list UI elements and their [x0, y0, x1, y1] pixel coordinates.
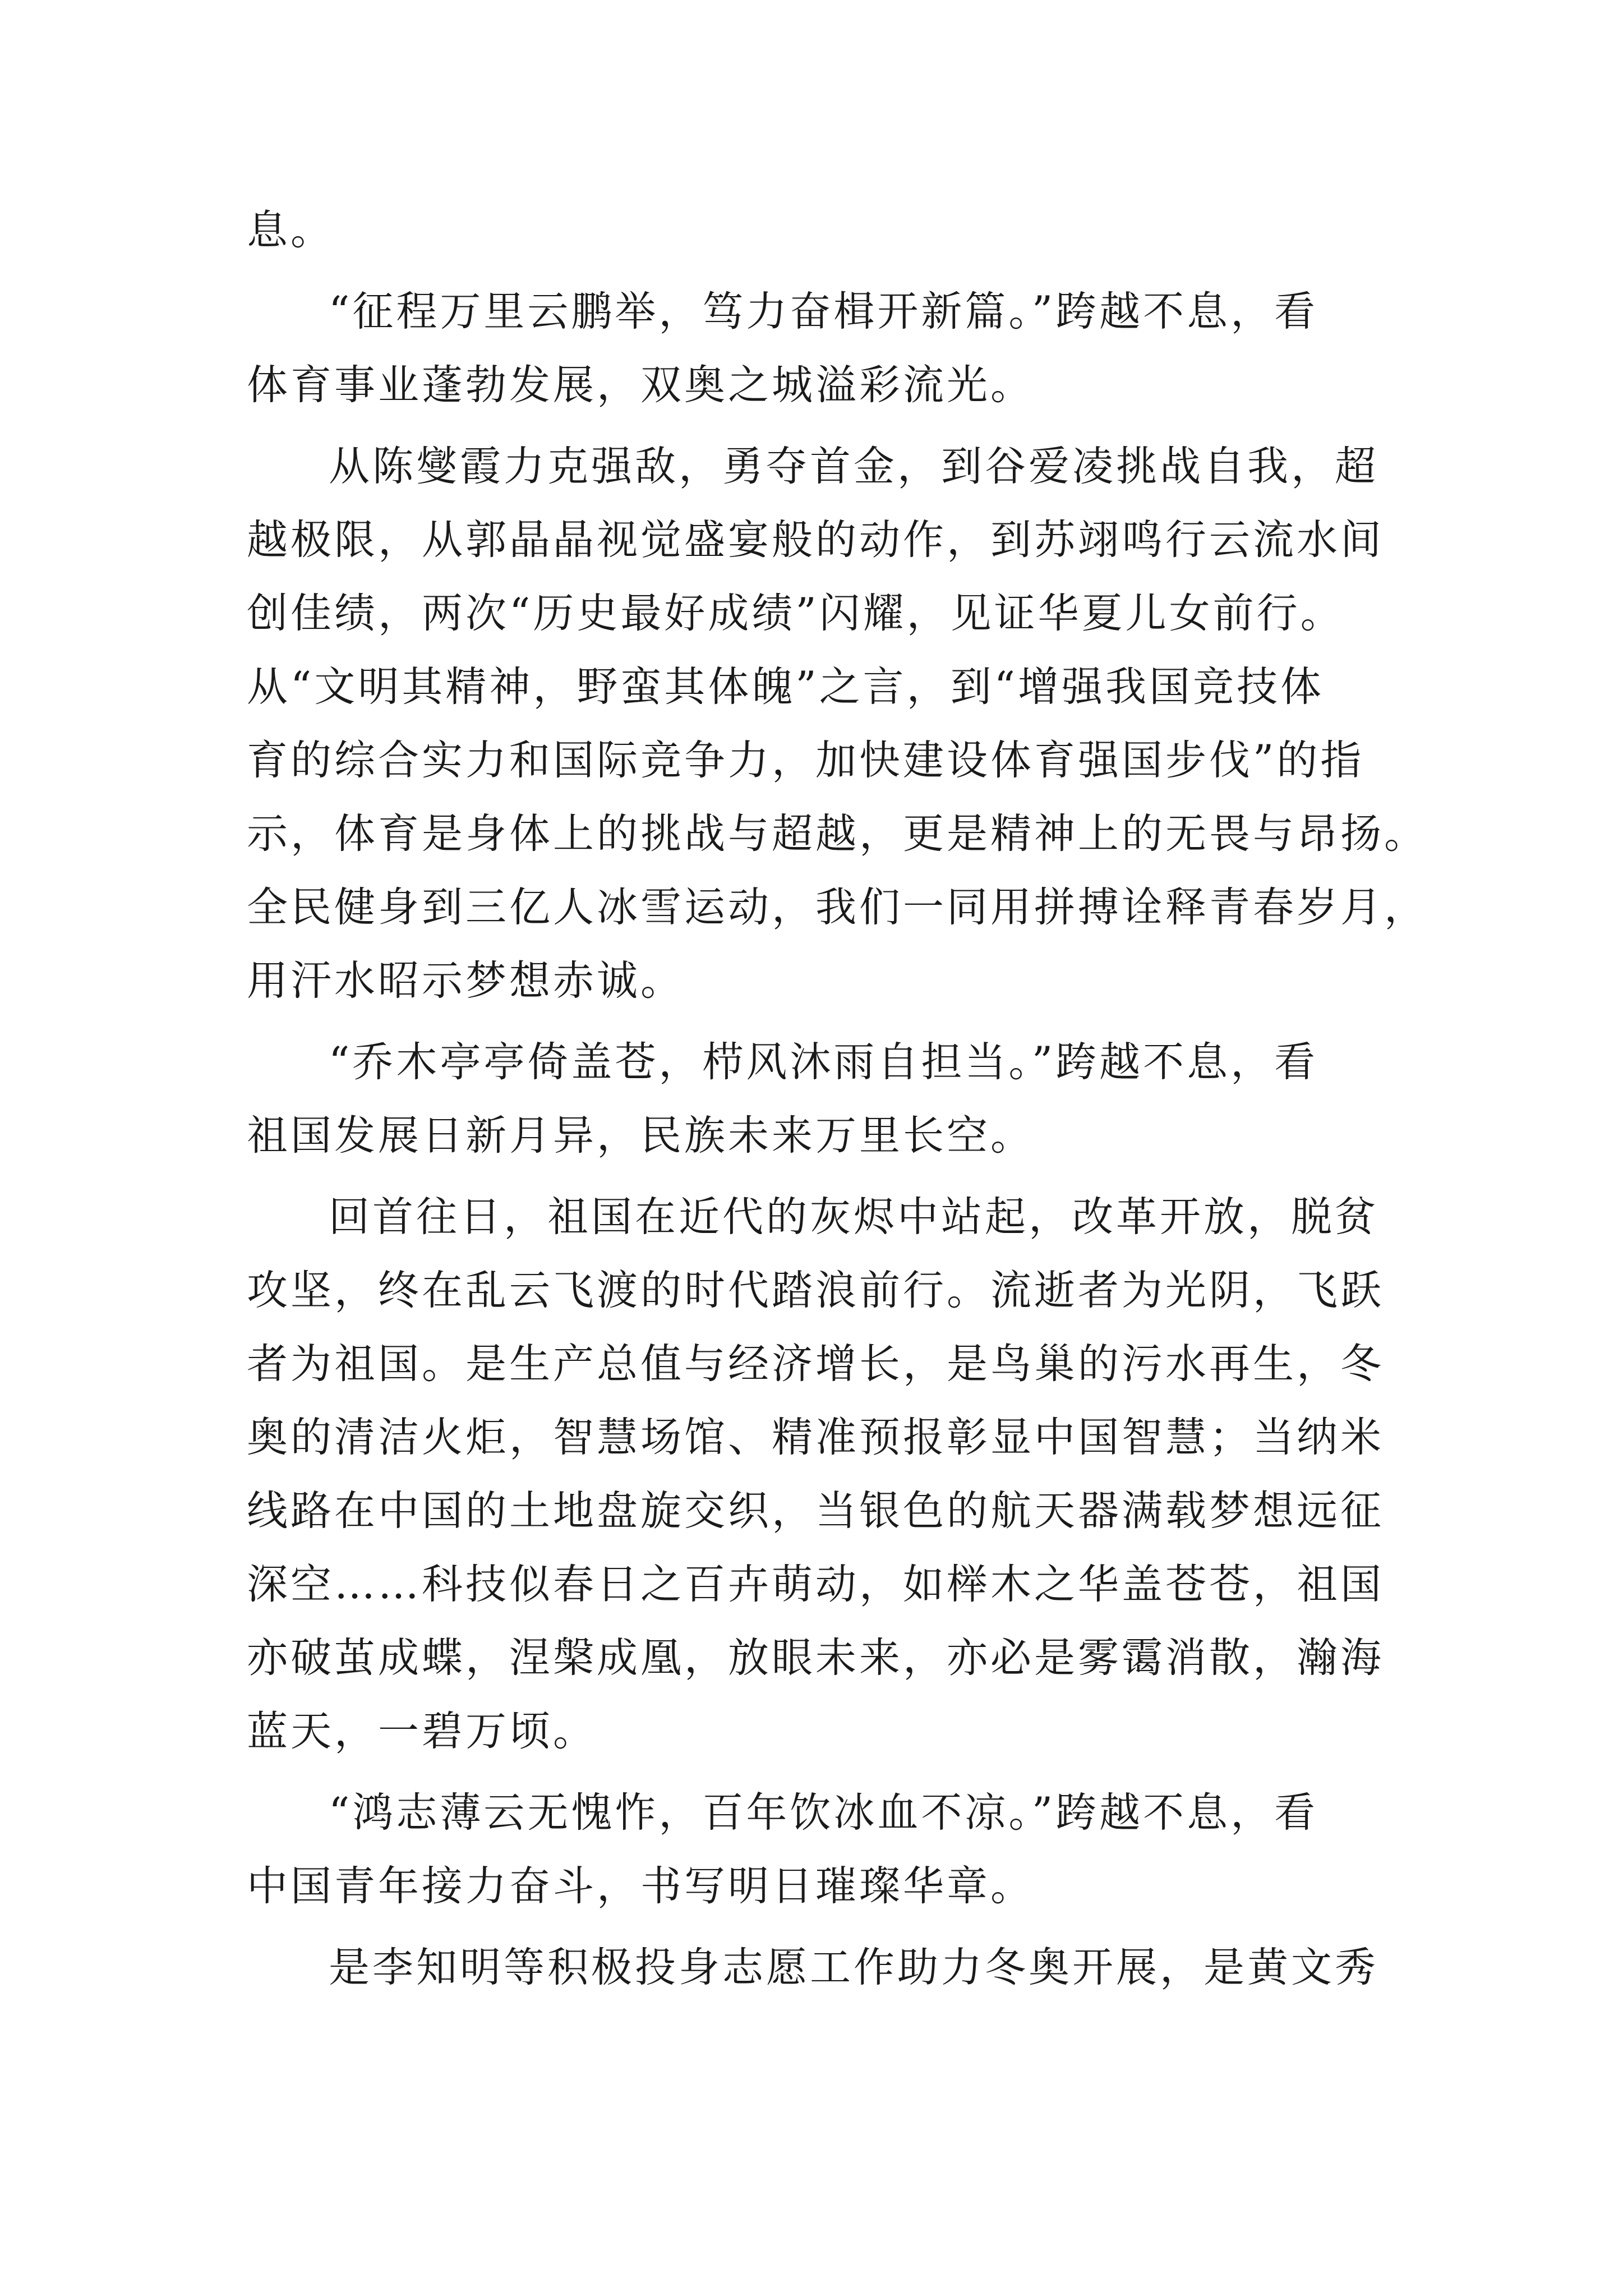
text-line: 中国青年接力奋斗，书写明日璀璨华章。	[247, 1862, 1034, 1910]
text-line: 从“文明其精神，野蛮其体魄”之言，到“增强我国竞技体	[247, 663, 1324, 711]
text-line: 奥的清洁火炬，智慧场馆、精准预报彰显中国智慧；当纳米	[247, 1414, 1384, 1461]
text-line: “征程万里云鹏举，笃力奋楫开新篇。”跨越不息，看	[329, 288, 1318, 335]
text-line: 线路在中国的土地盘旋交织，当银色的航天器满载梦想远征	[247, 1487, 1384, 1535]
text-line: 创佳绩，两次“历史最好成绩”闪耀，见证华夏儿女前行。	[247, 590, 1344, 637]
text-line: 祖国发展日新月异，民族未来万里长空。	[247, 1112, 1034, 1159]
text-line: 体育事业蓬勃发展，双奥之城溢彩流光。	[247, 361, 1034, 409]
text-line: 是李知明等积极投身志愿工作助力冬奥开展，是黄文秀	[329, 1944, 1378, 1991]
text-line: 回首往日，祖国在近代的灰烬中站起，改革开放，脱贫	[329, 1193, 1378, 1241]
text-line: 深空……科技似春日之百卉萌动，如榉木之华盖苍苍，祖国	[247, 1561, 1384, 1608]
text-line: 示，体育是身体上的挑战与超越，更是精神上的无畏与昂扬。	[247, 810, 1428, 858]
text-line: 用汗水昭示梦想赤诚。	[247, 957, 684, 1005]
text-line: 育的综合实力和国际竞争力，加快建设体育强国步伐”的指	[247, 737, 1364, 784]
text-line: 亦破茧成蝶，涅槃成凰，放眼未来，亦必是雾霭消散，瀚海	[247, 1634, 1384, 1682]
text-line: 攻坚，终在乱云飞渡的时代踏浪前行。流逝者为光阴，飞跃	[247, 1267, 1384, 1314]
text-line: “乔木亭亭倚盖苍，栉风沐雨自担当。”跨越不息，看	[329, 1038, 1318, 1086]
text-line: 蓝天，一碧万顷。	[247, 1708, 597, 1755]
text-line: 越极限，从郭晶晶视觉盛宴般的动作，到苏翊鸣行云流水间	[247, 516, 1384, 564]
text-line: 从陈燮霞力克强敌，勇夺首金，到谷爱凌挑战自我，超	[329, 443, 1378, 490]
text-line: “鸿志薄云无愧怍，百年饮冰血不凉。”跨越不息，看	[329, 1789, 1318, 1837]
text-line: 全民健身到三亿人冰雪运动，我们一同用拼搏诠释青春岁月，	[247, 884, 1428, 931]
text-line: 息。	[247, 206, 334, 254]
essay-text	[247, 194, 1428, 2004]
text-line: 者为祖国。是生产总值与经济增长，是鸟巢的污水再生，冬	[247, 1340, 1384, 1388]
